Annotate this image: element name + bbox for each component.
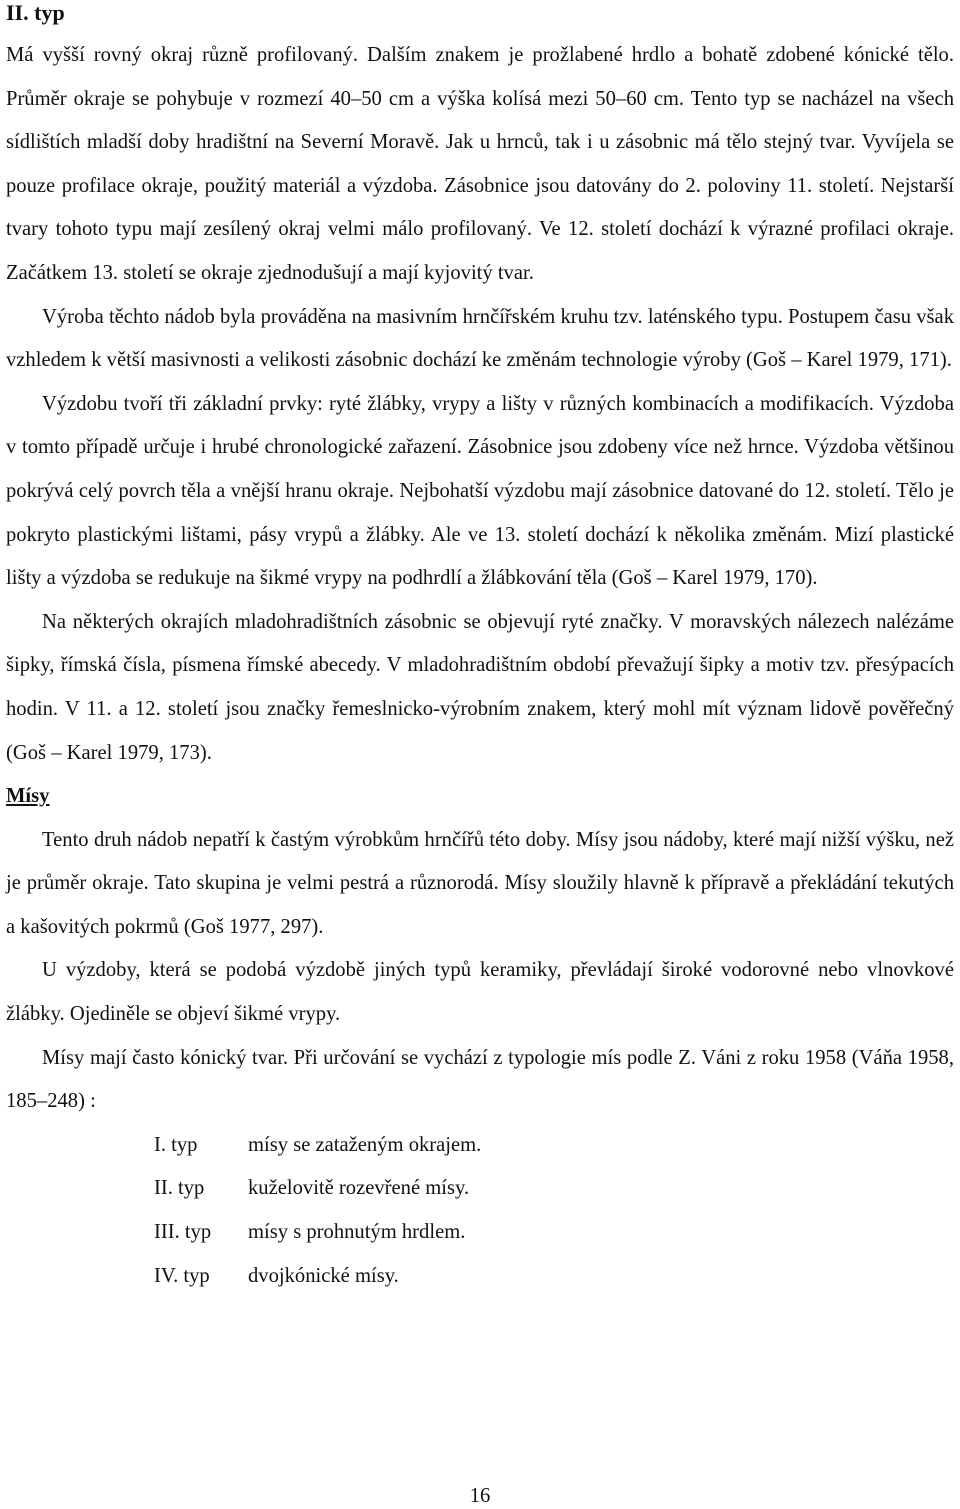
type-description: dvojkónické mísy. <box>248 1264 399 1287</box>
section-title-misy: Mísy <box>6 785 50 808</box>
paragraph: U výzdoby, která se podobá výzdobě jiných typů keramiky, převládají široké vodorovné nebo vlnovkové žlábky. Ojediněle se objeví šikmé vrypy. <box>6 959 954 1026</box>
paragraph: Mísy mají často kónický tvar. Při určování se vychází z typologie mís podle Z. Váni z roku 1958 (Váňa 1958, 185–248) : <box>6 1046 954 1113</box>
type-label: II. typ <box>154 1177 205 1200</box>
type-description: kuželovitě rozevřené mísy. <box>248 1177 470 1200</box>
paragraph: Tento druh nádob nepatří k častým výrobkům hrnčířů této doby. Mísy jsou nádoby, které mají nižší výšku, než je průměr okraje. Tato skupina je velmi pestrá a různorodá. Mísy sloužily hlavně k přípravě a překládání tekutých a kašovitých pokrmů (Goš 1977, 297). <box>6 828 954 938</box>
paragraph: Na některých okrajích mladohradištních zásobnic se objevují ryté značky. V moravských nálezech nalézáme šipky, římská čísla, písmena římské abecedy. V mladohradištním období převažují šipky a motiv tzv. přesýpacích hodin. V 11. a 12. století jsou značky řemeslnicko-výrobním znakem, který mohl mít význam lidově pověřečný (Goš – Karel 1979, 173). <box>6 610 954 764</box>
paragraph: Má vyšší rovný okraj různě profilovaný. Dalším znakem je prožlabené hrdlo a bohatě zdobené kónické tělo. Průměr okraje se pohybuje v rozmezí 40–50 cm a výška kolísá mezi 50–60 cm. Tento typ se nacházel na všech sídlištích mladší doby hradištní na Severní Moravě. Jak u hrnců, tak i u zásobnic má tělo stejný tvar. Vyvíjela se pouze profilace okraje, použitý materiál a výzdoba. Zásobnice jsou datovány do 2. poloviny 11. století. Nejstarší tvary tohoto typu mají zesílený okraj velmi málo profilovaný. Ve 12. století dochází k výrazné profilaci okraje. Začátkem 13. století se okraje zjednodušují a mají kyjovitý tvar. <box>6 44 954 284</box>
type-description: mísy s prohnutým hrdlem. <box>248 1221 466 1244</box>
page-number: 16 <box>469 1485 491 1507</box>
type-label: III. typ <box>154 1221 212 1244</box>
type-description: mísy se zataženým okrajem. <box>248 1133 482 1156</box>
list-item <box>6 1211 954 1255</box>
type-label: I. typ <box>154 1133 198 1156</box>
type-list <box>6 1124 954 1298</box>
list-item <box>6 1167 954 1211</box>
document-page <box>6 0 954 1298</box>
type-label: IV. typ <box>154 1264 210 1287</box>
paragraph: Výroba těchto nádob byla prováděna na masivním hrnčířském kruhu tzv. laténského typu. Postupem času však vzhledem k větší masivnosti a velikosti zásobnic dochází ke změnám technologie výroby (Goš – Karel 1979, 171). <box>6 305 954 372</box>
paragraph: Výzdobu tvoří tři základní prvky: ryté žlábky, vrypy a lišty v různých kombinacích a modifikacích. Výzdoba v tomto případě určuje i hrubé chronologické zařazení. Zásobnice jsou zdobeny více než hrnce. Výzdoba většinou pokrývá celý povrch těla a vnější hranu okraje. Nejbohatší výzdobu mají zásobnice datované do 12. století. Tělo je pokryto plastickými lištami, pásy vrypů a žlábky. Ale ve 13. století dochází k několika změnám. Mizí plastické lišty a výzdoba se redukuje na šikmé vrypy na podhrdlí a žlábkování těla (Goš – Karel 1979, 170). <box>6 392 954 590</box>
list-item <box>6 1124 954 1168</box>
list-item <box>6 1255 954 1299</box>
section-heading-typ2: II. typ <box>6 0 65 25</box>
